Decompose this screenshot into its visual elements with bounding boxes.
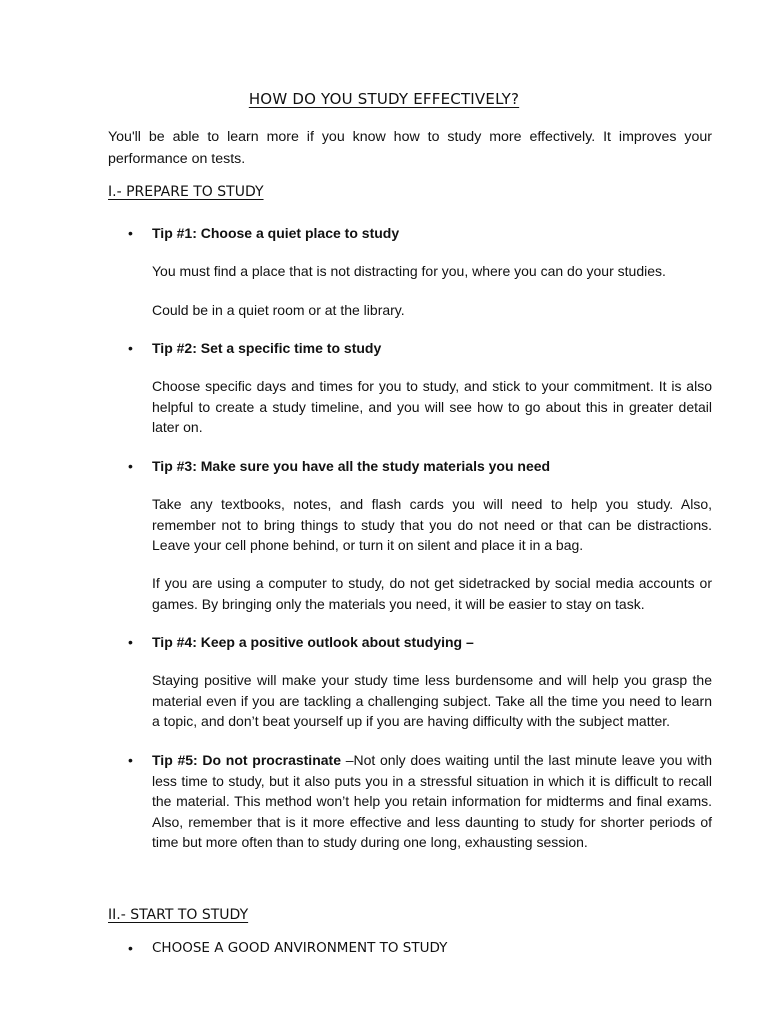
section-heading-prepare: I.- PREPARE TO STUDY: [108, 184, 264, 200]
tip-1-heading: Tip #1: Choose a quiet place to study: [152, 225, 400, 241]
bullet-icon: •: [128, 458, 133, 474]
tip-1-paragraph-1: You must find a place that is not distracting for you, where you can do your studies.: [152, 263, 666, 279]
tip-4-paragraph-1: Staying positive will make your study time less burdensome and will help you grasp the material even if you are tackling a challenging subject. Take all the time you need to learn a topic, and don’t beat yourself up if you are having difficulty with the subject matter.: [152, 672, 712, 729]
tip-2-heading: Tip #2: Set a specific time to study: [152, 340, 382, 356]
tip-4-heading: Tip #4: Keep a positive outlook about studying –: [152, 634, 474, 650]
tip-3-paragraph-2: If you are using a computer to study, do not get sidetracked by social media accounts or games. By bringing only the materials you need, it will be easier to stay on task.: [152, 575, 712, 612]
bullet-icon: •: [128, 634, 133, 650]
bullet-icon: •: [128, 940, 133, 956]
intro-paragraph: You'll be able to learn more if you know how to study more effectively. It improves your performance on tests.: [108, 129, 712, 167]
bullet-icon: •: [128, 752, 133, 768]
tip-5-body: –Not only does waiting until the last minute leave you with less time to study, but it also puts you in a stressful situation in which it is difficult to recall the material. This method won’t help you retain information for midterms and final exams. Also, remember that is it more effective and less daunting to study for shorter periods of time but more often than to study during one long, exhausting session.: [152, 752, 712, 850]
tip-3-heading: Tip #3: Make sure you have all the study materials you need: [152, 458, 551, 474]
tip-5-heading: Tip #5: Do not procrastinate: [152, 752, 341, 768]
tip-1-paragraph-2: Could be in a quiet room or at the library.: [152, 302, 405, 318]
document-title: HOW DO YOU STUDY EFFECTIVELY?: [248, 90, 520, 108]
bullet-icon: •: [128, 225, 133, 241]
section-heading-start: II.- START TO STUDY: [108, 907, 249, 923]
bullet-icon: •: [128, 340, 133, 356]
tip-3-paragraph-1: Take any textbooks, notes, and flash cards you will need to help you study. Also, remember not to bring things to study that you do not need or that can be distractions. Leave your cell phone behind, or turn it on silent and place it in a bag.: [152, 496, 712, 553]
tip-5-paragraph: [152, 750, 712, 853]
section-2-item-1: CHOOSE A GOOD ANVIRONMENT TO STUDY: [152, 940, 448, 956]
tip-2-paragraph-1: Choose specific days and times for you to study, and stick to your commitment. It is also helpful to create a study timeline, and you will see how to go about this in greater detail later on.: [152, 378, 712, 435]
